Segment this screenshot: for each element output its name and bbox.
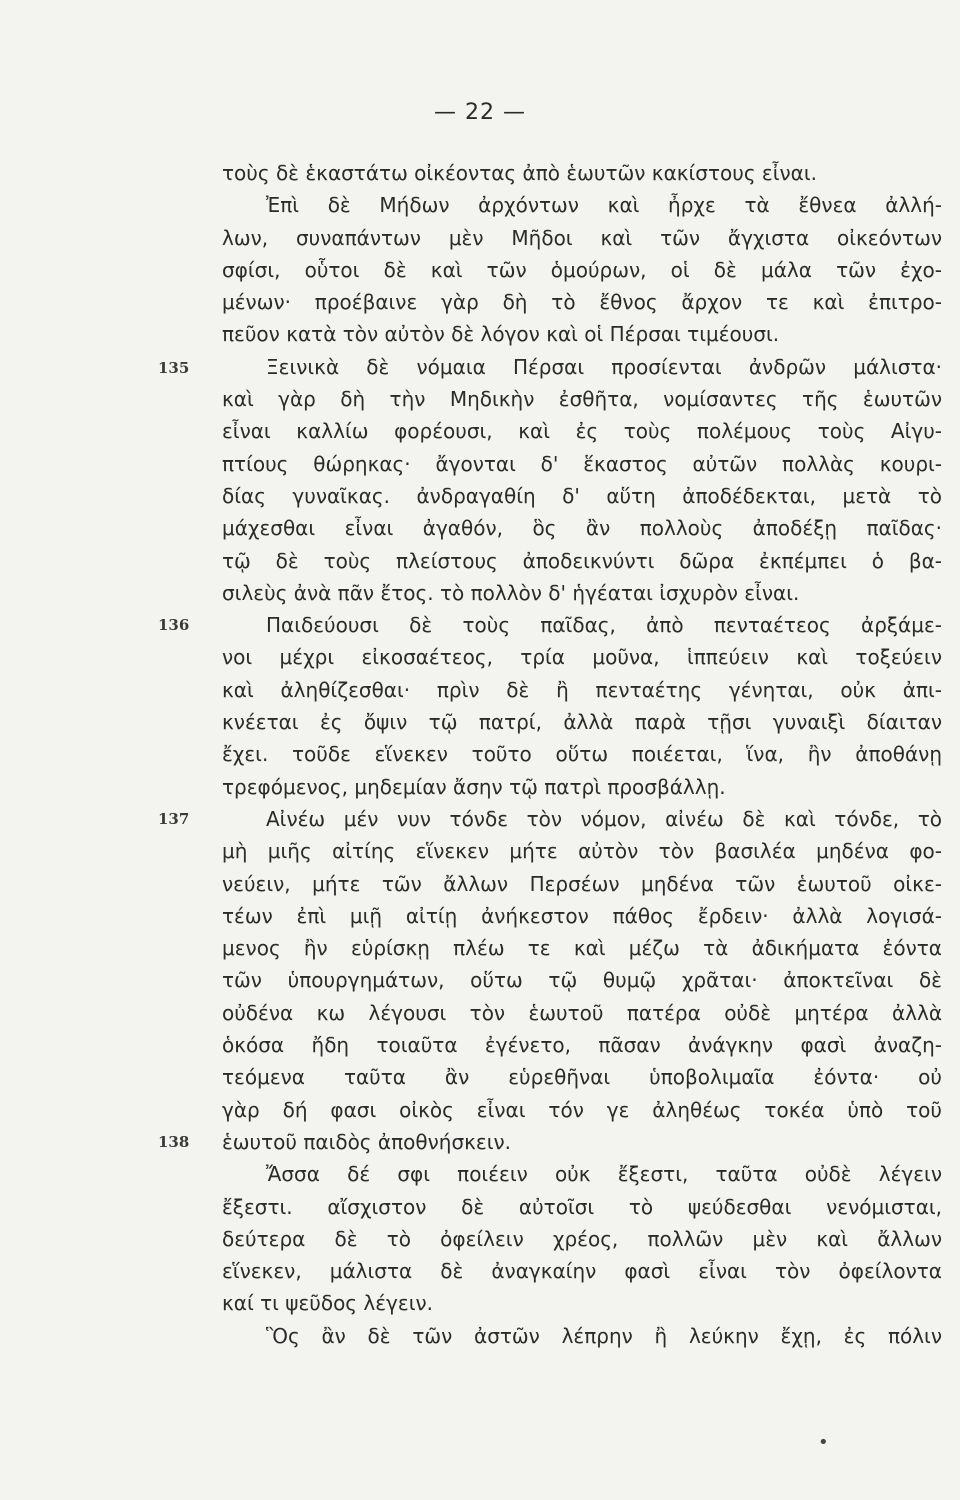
section-number-137: 137 (158, 810, 190, 828)
text-line: τῶν ὑπουργημάτων, οὕτω τῷ θυμῷ χρᾶται· ἀποκτεῖναι δὲ (222, 968, 942, 993)
text-line: ἑωυτοῦ παιδὸς ἀποθνήσκειν. (222, 1129, 512, 1154)
text-line: μένων· προέβαινε γὰρ δὴ τὸ ἔθνος ἄρχον τε καὶ ἐπιτρο- (222, 290, 942, 315)
text-line: καὶ ἀληθίζεσθαι· πρὶν δὲ ἢ πενταέτης γένηται, οὐκ ἀπι- (222, 677, 942, 702)
body-text (222, 157, 942, 1352)
section-number-136: 136 (158, 616, 190, 634)
text-line: πτίους θώρηκας· ἄγονται δ' ἕκαστος αὐτῶν πολλὰς κουρι- (222, 451, 942, 476)
text-line: μενος ἢν εὑρίσκῃ πλέω τε καὶ μέζω τὰ ἀδικήματα ἐόντα (222, 936, 942, 961)
text-line: οὐδένα κω λέγουσι τὸν ἑωυτοῦ πατέρα οὐδὲ μητέρα ἀλλὰ (222, 1000, 942, 1025)
text-line: κνέεται ἐς ὄψιν τῷ πατρί, ἀλλὰ παρὰ τῇσι γυναιξὶ δίαιταν (222, 710, 942, 735)
text-line: εἶναι καλλίω φορέουσι, καὶ ἐς τοὺς πολέμους τοὺς Αἰγυ- (222, 419, 942, 444)
text-line: εἵνεκεν, μάλιστα δὲ ἀναγκαίην φασὶ εἶναι τὸν ὀφείλοντα (222, 1259, 942, 1284)
text-line: τέων ἐπὶ μιῇ αἰτίῃ ἀνήκεστον πάθος ἔρδειν· ἀλλὰ λογισά- (222, 903, 942, 928)
text-line: δεύτερα δὲ τὸ ὀφείλειν χρέος, πολλῶν μὲν καὶ ἄλλων (222, 1226, 942, 1251)
text-line: Ξεινικὰ δὲ νόμαια Πέρσαι προσίενται ἀνδρῶν μάλιστα· (266, 354, 942, 379)
text-line: πεῦον κατὰ τὸν αὐτὸν δὲ λόγον καὶ οἱ Πέρσαι τιμέουσι. (222, 322, 780, 347)
text-line: σιλεὺς ἀνὰ πᾶν ἔτος. τὸ πολλὸν δ' ἡγέαται ἰσχυρὸν εἶναι. (222, 580, 800, 605)
text-line: ἔξεστι. αἴσχιστον δὲ αὐτοῖσι τὸ ψεύδεσθαι νενόμισται, (222, 1194, 942, 1219)
text-line: καὶ γὰρ δὴ τὴν Μηδικὴν ἐσθῆτα, νομίσαντες τῆς ἑωυτῶν (222, 387, 942, 412)
text-line: καί τι ψεῦδος λέγειν. (222, 1291, 433, 1316)
text-line: μάχεσθαι εἶναι ἀγαθόν, ὃς ἂν πολλοὺς ἀποδέξῃ παῖδας· (222, 516, 942, 541)
text-line: τοὺς δὲ ἑκαστάτω οἰκέοντας ἀπὸ ἑωυτῶν κακίστους εἶναι. (222, 161, 817, 185)
page-number: — 22 — (434, 100, 526, 125)
text-line: ὁκόσα ἤδη τοιαῦτα ἐγένετο, πᾶσαν ἀνάγκην φασὶ ἀναζη- (222, 1033, 942, 1058)
text-line: τρεφόμενος, μηδεμίαν ἄσην τῷ πατρὶ προσβάλλῃ. (222, 774, 726, 799)
text-line: τῷ δὲ τοὺς πλείστους ἀποδεικνύντι δῶρα ἐκπέμπει ὁ βα- (222, 548, 942, 573)
section-number-135: 135 (158, 359, 190, 377)
text-line: ἔχει. τοῦδε εἵνεκεν τοῦτο οὕτω ποιέεται, ἵνα, ἢν ἀποθάνῃ (222, 742, 942, 767)
text-line: λων, συναπάντων μὲν Μῆδοι καὶ τῶν ἄγχιστα οἰκεόντων (222, 225, 942, 250)
text-line: δίας γυναῖκας. ἀνδραγαθίη δ' αὕτη ἀποδέδεκται, μετὰ τὸ (222, 483, 942, 508)
text-line: Ἐπὶ δὲ Μήδων ἀρχόντων καὶ ἦρχε τὰ ἔθνεα ἀλλή- (266, 193, 942, 218)
text-line: Ἄσσα δέ σφι ποιέειν οὐκ ἔξεστι, ταῦτα οὐδὲ λέγειν (266, 1162, 942, 1187)
text-line: σφίσι, οὗτοι δὲ καὶ τῶν ὁμούρων, οἱ δὲ μάλα τῶν ἐχο- (222, 257, 942, 282)
ink-speck: • (818, 1432, 829, 1453)
text-line: Παιδεύουσι δὲ τοὺς παῖδας, ἀπὸ πενταέτεος ἀρξάμε- (266, 613, 942, 638)
section-number-138: 138 (158, 1133, 190, 1151)
text-line: γὰρ δή φασι οἰκὸς εἶναι τόν γε ἀληθέως τοκέα ὑπὸ τοῦ (222, 1097, 942, 1122)
text-line: νοι μέχρι εἰκοσαέτεος, τρία μοῦνα, ἱππεύειν καὶ τοξεύειν (222, 645, 942, 670)
text-line: Ὃς ἂν δὲ τῶν ἀστῶν λέπρην ἢ λεύκην ἔχῃ, ἐς πόλιν (266, 1323, 942, 1348)
text-line: νεύειν, μήτε τῶν ἄλλων Περσέων μηδένα τῶν ἑωυτοῦ οἰκε- (222, 871, 942, 896)
text-line: Αἰνέω μέν νυν τόνδε τὸν νόμον, αἰνέω δὲ καὶ τόνδε, τὸ (266, 806, 942, 831)
text-line: μὴ μιῆς αἰτίης εἵνεκεν μήτε αὐτὸν τὸν βασιλέα μηδένα φο- (222, 839, 942, 864)
text-line: τεόμενα ταῦτα ἂν εὑρεθῆναι ὑποβολιμαῖα ἐόντα· οὐ (222, 1065, 942, 1090)
